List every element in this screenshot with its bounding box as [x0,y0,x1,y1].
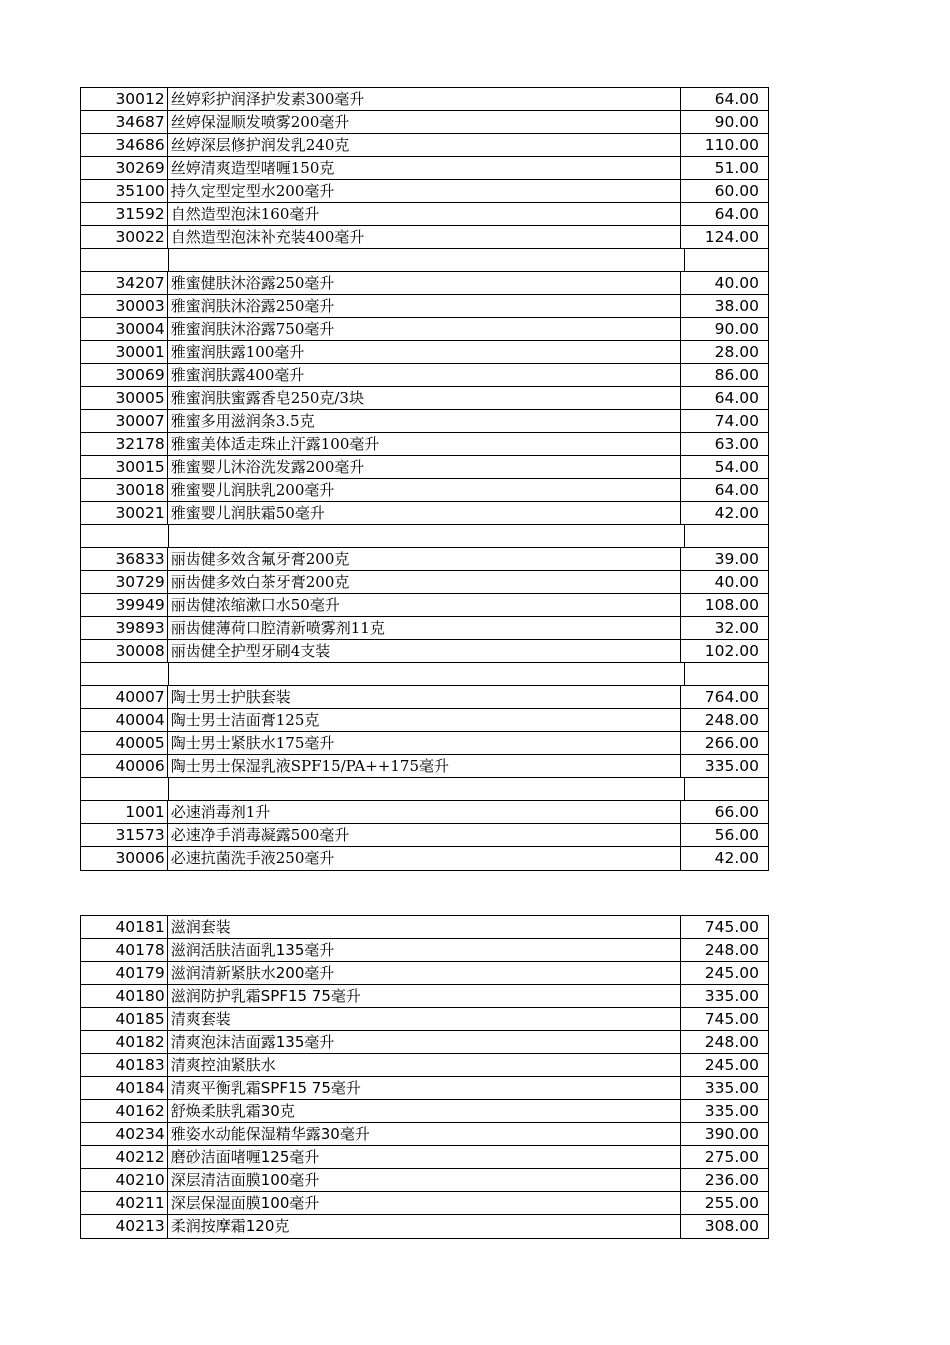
product-price-cell: 64.00 [714,389,759,407]
product-price-cell: 248.00 [704,1033,759,1051]
product-price-cell: 745.00 [704,1010,759,1028]
table-row [81,134,768,157]
product-name-cell: 柔润按摩霜120克 [168,1215,681,1238]
product-code-cell: 40234 [81,1123,168,1145]
table-row [81,548,768,571]
product-price-cell: 54.00 [714,458,759,476]
product-name-cell: 必速消毒剂1升 [168,801,681,823]
product-price-cell: 28.00 [714,343,759,361]
product-code-cell: 40181 [81,916,168,938]
table-row [81,364,768,387]
table-row [81,272,768,295]
product-code-cell: 36833 [81,548,168,570]
product-name-cell: 深层保湿面膜100毫升 [168,1192,681,1214]
product-name-cell: 丽齿健浓缩漱口水50毫升 [168,594,681,616]
table-row [81,479,768,502]
table-row [81,801,768,824]
product-name-cell: 雅蜜润肤沐浴露250毫升 [168,295,681,317]
product-code-cell: 40005 [81,732,168,754]
product-code-cell: 30269 [81,157,168,179]
product-code-cell: 40212 [81,1146,168,1168]
product-code-cell: 30006 [81,847,168,870]
table-row [81,640,768,663]
table-row [81,686,768,709]
table-row [81,571,768,594]
table-row [81,157,768,180]
table-row [81,594,768,617]
product-price-cell: 86.00 [714,366,759,384]
product-code-cell: 30001 [81,341,168,363]
product-price-cell: 40.00 [714,573,759,591]
product-code-cell: 30021 [81,502,168,524]
table-row [81,1008,768,1031]
product-code-cell: 35100 [81,180,168,202]
product-code-cell: 40004 [81,709,168,731]
product-price-cell: 39.00 [714,550,759,568]
product-code-cell: 40213 [81,1215,168,1238]
product-code-cell: 34207 [81,272,168,294]
product-name-cell: 雅蜜健肤沐浴露250毫升 [168,272,681,294]
product-name-cell: 必速抗菌洗手液250毫升 [168,847,681,870]
product-price-cell: 248.00 [704,941,759,959]
product-name-cell: 雅蜜婴儿润肤乳200毫升 [168,479,681,501]
product-name-cell: 丽齿健多效白茶牙膏200克 [168,571,681,593]
product-price-cell: 42.00 [714,504,759,522]
blank-separator-row [81,249,768,272]
product-name-cell: 陶士男士护肤套装 [168,686,681,708]
product-table-skincare [80,915,769,1239]
product-price-cell: 32.00 [714,619,759,637]
product-code-cell: 40183 [81,1054,168,1076]
product-name-cell: 丽齿健全护型牙刷4支装 [168,640,681,662]
table-row [81,617,768,640]
product-price-cell: 60.00 [714,182,759,200]
product-code-cell: 34686 [81,134,168,156]
product-price-cell: 335.00 [704,987,759,1005]
product-price-cell: 390.00 [704,1125,759,1143]
table-row [81,939,768,962]
product-name-cell: 雅姿水动能保湿精华露30毫升 [168,1123,681,1145]
table-row [81,1054,768,1077]
product-code-cell: 30729 [81,571,168,593]
table-row [81,709,768,732]
product-price-cell: 51.00 [714,159,759,177]
table-row [81,295,768,318]
product-name-cell: 雅蜜多用滋润条3.5克 [168,410,681,432]
table-row [81,824,768,847]
product-code-cell: 30069 [81,364,168,386]
product-code-cell: 32178 [81,433,168,455]
product-name-cell: 雅蜜润肤蜜露香皂250克/3块 [168,387,681,409]
product-code-cell: 1001 [81,801,168,823]
product-name-cell: 丽齿健多效含氟牙膏200克 [168,548,681,570]
product-price-cell: 255.00 [704,1194,759,1212]
product-code-cell: 30015 [81,456,168,478]
product-price-cell: 308.00 [704,1217,759,1235]
product-price-cell: 74.00 [714,412,759,430]
product-price-cell: 90.00 [714,320,759,338]
product-price-cell: 38.00 [714,297,759,315]
product-code-cell: 30012 [81,88,168,110]
product-price-cell: 42.00 [714,849,759,867]
blank-separator-row [81,525,768,548]
product-code-cell: 31573 [81,824,168,846]
product-name-cell: 丝婷清爽造型啫喱150克 [168,157,681,179]
product-name-cell: 滋润清新紧肤水200毫升 [168,962,681,984]
product-name-cell: 雅蜜润肤露400毫升 [168,364,681,386]
table-row [81,985,768,1008]
product-name-cell: 深层清洁面膜100毫升 [168,1169,681,1191]
product-price-cell: 108.00 [704,596,759,614]
product-code-cell: 40162 [81,1100,168,1122]
product-name-cell: 雅蜜婴儿沐浴洗发露200毫升 [168,456,681,478]
product-name-cell: 陶士男士保湿乳液SPF15/PA++175毫升 [168,755,681,777]
table-row [81,180,768,203]
table-row [81,962,768,985]
product-name-cell: 清爽控油紧肤水 [168,1054,681,1076]
product-code-cell: 30003 [81,295,168,317]
product-name-cell: 滋润套装 [168,916,681,938]
product-price-cell: 335.00 [704,1102,759,1120]
table-row [81,1169,768,1192]
product-price-cell: 40.00 [714,274,759,292]
product-code-cell: 40182 [81,1031,168,1053]
product-code-cell: 40178 [81,939,168,961]
product-price-cell: 64.00 [714,481,759,499]
product-price-cell: 64.00 [714,90,759,108]
product-price-cell: 236.00 [704,1171,759,1189]
product-price-cell: 63.00 [714,435,759,453]
table-row [81,387,768,410]
table-row [81,88,768,111]
product-code-cell: 30007 [81,410,168,432]
product-price-cell: 764.00 [704,688,759,706]
table-row [81,502,768,525]
product-name-cell: 雅蜜美体适走珠止汗露100毫升 [168,433,681,455]
product-name-cell: 自然造型泡沫160毫升 [168,203,681,225]
product-price-cell: 335.00 [704,1079,759,1097]
table-row [81,1146,768,1169]
product-price-cell: 110.00 [704,136,759,154]
product-price-cell: 245.00 [704,964,759,982]
price-sheet [80,87,769,1239]
product-code-cell: 40210 [81,1169,168,1191]
product-price-cell: 66.00 [714,803,759,821]
product-price-cell: 102.00 [704,642,759,660]
product-name-cell: 舒焕柔肤乳霜30克 [168,1100,681,1122]
product-price-cell: 56.00 [714,826,759,844]
table-row [81,226,768,249]
product-price-cell: 275.00 [704,1148,759,1166]
table-row [81,111,768,134]
product-name-cell: 必速净手消毒凝露500毫升 [168,824,681,846]
product-name-cell: 雅蜜婴儿润肤霜50毫升 [168,502,681,524]
product-price-cell: 335.00 [704,757,759,775]
product-code-cell: 40007 [81,686,168,708]
product-code-cell: 30004 [81,318,168,340]
product-code-cell: 40179 [81,962,168,984]
product-name-cell: 丝婷保湿顺发喷雾200毫升 [168,111,681,133]
product-price-cell: 124.00 [704,228,759,246]
table-row [81,410,768,433]
product-code-cell: 39893 [81,617,168,639]
product-name-cell: 清爽套装 [168,1008,681,1030]
product-name-cell: 滋润活肤洁面乳135毫升 [168,939,681,961]
table-row [81,1123,768,1146]
table-row [81,1031,768,1054]
product-name-cell: 雅蜜润肤沐浴露750毫升 [168,318,681,340]
product-code-cell: 30005 [81,387,168,409]
table-row [81,341,768,364]
product-name-cell: 陶士男士紧肤水175毫升 [168,732,681,754]
product-code-cell: 30018 [81,479,168,501]
product-name-cell: 雅蜜润肤露100毫升 [168,341,681,363]
table-row [81,916,768,939]
product-code-cell: 39949 [81,594,168,616]
table-row [81,1192,768,1215]
product-code-cell: 31592 [81,203,168,225]
table-row [81,456,768,479]
table-row [81,203,768,226]
product-code-cell: 40184 [81,1077,168,1099]
product-name-cell: 丝婷彩护润泽护发素300毫升 [168,88,681,110]
product-code-cell: 40185 [81,1008,168,1030]
product-price-cell: 64.00 [714,205,759,223]
product-code-cell: 30022 [81,226,168,248]
table-row [81,433,768,456]
product-price-cell: 745.00 [704,918,759,936]
table-row [81,1215,768,1238]
product-name-cell: 滋润防护乳霜SPF15 75毫升 [168,985,681,1007]
product-name-cell: 丝婷深层修护润发乳240克 [168,134,681,156]
product-price-cell: 245.00 [704,1056,759,1074]
product-name-cell: 丽齿健薄荷口腔清新喷雾剂11克 [168,617,681,639]
product-price-cell: 248.00 [704,711,759,729]
table-row [81,847,768,870]
product-code-cell: 34687 [81,111,168,133]
table-row [81,318,768,341]
product-table-main [80,87,769,871]
product-name-cell: 持久定型定型水200毫升 [168,180,681,202]
blank-separator-row [81,663,768,686]
product-code-cell: 30008 [81,640,168,662]
blank-separator-row [81,778,768,801]
table-row [81,1100,768,1123]
product-name-cell: 清爽平衡乳霜SPF15 75毫升 [168,1077,681,1099]
product-price-cell: 266.00 [704,734,759,752]
product-name-cell: 自然造型泡沫补充装400毫升 [168,226,681,248]
table-row [81,755,768,778]
table-row [81,1077,768,1100]
product-code-cell: 40180 [81,985,168,1007]
product-name-cell: 陶士男士洁面膏125克 [168,709,681,731]
product-price-cell: 90.00 [714,113,759,131]
product-code-cell: 40006 [81,755,168,777]
product-name-cell: 清爽泡沫洁面露135毫升 [168,1031,681,1053]
table-gap [80,871,769,915]
product-name-cell: 磨砂洁面啫喱125毫升 [168,1146,681,1168]
table-row [81,732,768,755]
product-code-cell: 40211 [81,1192,168,1214]
